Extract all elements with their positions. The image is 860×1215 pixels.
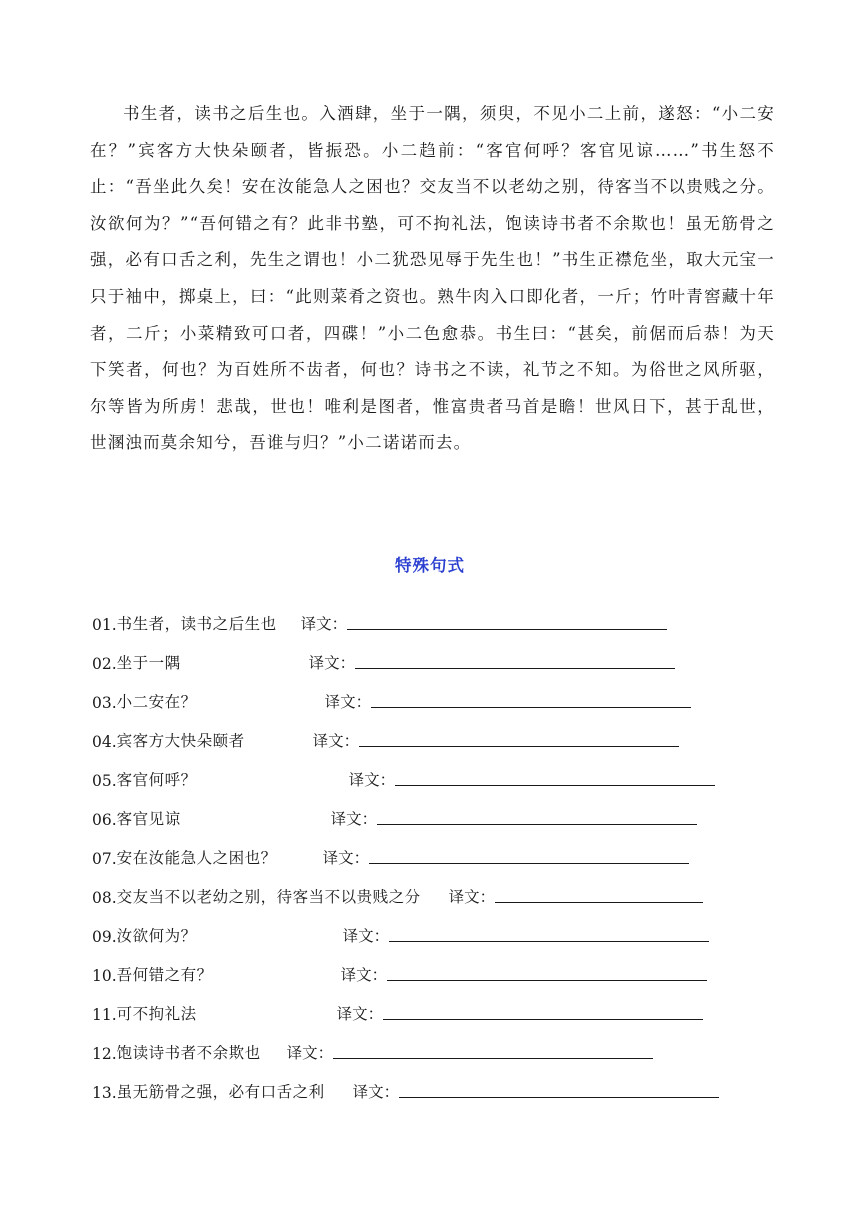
exercise-number: 10. xyxy=(92,967,117,985)
translation-label: 译文： xyxy=(300,615,348,633)
exercise-sentence: 交友当不以老幼之别，待客当不以贵贱之分 xyxy=(116,888,421,906)
exercise-item xyxy=(92,721,782,751)
translation-answer-line[interactable] xyxy=(377,804,697,825)
exercise-number: 08. xyxy=(92,889,117,907)
translation-label: 译文： xyxy=(336,1005,384,1023)
exercise-sentence: 饱读诗书者不余欺也 xyxy=(116,1044,261,1062)
translation-answer-line[interactable] xyxy=(389,921,709,942)
exercise-item xyxy=(92,604,782,634)
exercise-number: 03. xyxy=(92,694,117,712)
translation-label: 译文： xyxy=(352,1083,400,1101)
exercise-item xyxy=(92,682,782,712)
exercise-sentence: 客官何呼？ xyxy=(116,771,197,789)
translation-label: 译文： xyxy=(308,654,356,672)
translation-answer-line[interactable] xyxy=(383,999,703,1020)
exercise-sentence: 宾客方大快朵颐者 xyxy=(116,732,245,750)
translation-label: 译文： xyxy=(348,771,396,789)
translation-label: 译文： xyxy=(286,1044,334,1062)
exercise-number: 05. xyxy=(92,772,117,790)
translation-answer-line[interactable] xyxy=(333,1038,653,1059)
translation-answer-line[interactable] xyxy=(399,1077,719,1098)
exercise-sentence: 吾何错之有？ xyxy=(116,966,213,984)
exercise-item xyxy=(92,877,782,907)
section-heading: 特殊句式 xyxy=(395,556,465,575)
translation-answer-line[interactable] xyxy=(359,726,679,747)
translation-label: 译文： xyxy=(448,888,496,906)
exercise-sentence: 坐于一隅 xyxy=(116,654,181,672)
exercise-sentence: 可不拘礼法 xyxy=(116,1005,197,1023)
exercise-sentence: 客官见谅 xyxy=(116,810,181,828)
exercise-sentence: 书生者，读书之后生也 xyxy=(116,615,277,633)
translation-label: 译文： xyxy=(324,693,372,711)
exercise-sentence: 虽无筋骨之强，必有口舌之利 xyxy=(116,1083,325,1101)
translation-answer-line[interactable] xyxy=(371,687,691,708)
translation-answer-line[interactable] xyxy=(495,882,703,903)
exercise-number: 13. xyxy=(92,1084,117,1102)
exercise-item xyxy=(92,916,782,946)
exercise-item xyxy=(92,955,782,985)
exercise-number: 09. xyxy=(92,928,117,946)
translation-answer-line[interactable] xyxy=(355,648,675,669)
exercise-item xyxy=(92,994,782,1024)
translation-label: 译文： xyxy=(342,927,390,945)
translation-label: 译文： xyxy=(330,810,378,828)
exercise-item xyxy=(92,838,782,868)
translation-answer-line[interactable] xyxy=(347,609,667,630)
exercise-item xyxy=(92,1072,782,1102)
exercise-number: 01. xyxy=(92,616,117,634)
translation-label: 译文： xyxy=(322,849,370,867)
exercise-number: 04. xyxy=(92,733,117,751)
translation-answer-line[interactable] xyxy=(395,765,715,786)
exercise-item xyxy=(92,799,782,829)
translation-label: 译文： xyxy=(340,966,388,984)
exercise-number: 06. xyxy=(92,811,117,829)
exercise-number: 07. xyxy=(92,850,117,868)
exercise-item xyxy=(92,760,782,790)
exercise-sentence: 安在汝能急人之困也？ xyxy=(116,849,277,867)
exercise-item xyxy=(92,643,782,673)
exercise-number: 11. xyxy=(92,1006,117,1024)
exercise-number: 12. xyxy=(92,1045,117,1063)
passage-text: 书生者，读书之后生也。入酒肆，坐于一隅，须臾，不见小二上前，遂怒：“小二安在？”宾客方大快朵颐者，皆振恐。小二趋前：“客官何呼？客官见谅……”书生怒不止：“吾坐此久矣！安在汝能急人之困也？交友当不以老幼之别，待客当不以贵贱之分。汝欲何为？”“吾何错之有？此非书塾，可不拘礼法，饱读诗书者不余欺也！虽无筋骨之强，必有口舌之利，先生之谓也！小二犹恐见辱于先生也！”书生正襟危坐，取大元宝一只于袖中，掷桌上，曰：“此则菜肴之资也。熟牛肉入口即化者，一斤；竹叶青窖藏十年者，二斤；小菜精致可口者，四碟！”小二色愈恭。书生曰：“甚矣，前倨而后恭！为天下笑者，何也？为百姓所不齿者，何也？诗书之不读，礼节之不知。为俗世之风所驱，尔等皆为所虏！悲哉，世也！唯利是图者，惟富贵者马首是瞻！世风日下，甚于乱世，世溷浊而莫余知兮，吾谁与归？”小二诺诺而去。 xyxy=(90,104,775,453)
exercise-sentence: 小二安在？ xyxy=(116,693,197,711)
translation-answer-line[interactable] xyxy=(387,960,707,981)
exercise-item xyxy=(92,1033,782,1063)
exercise-sentence: 汝欲何为？ xyxy=(116,927,197,945)
translation-answer-line[interactable] xyxy=(369,843,689,864)
exercise-number: 02. xyxy=(92,655,117,673)
translation-label: 译文： xyxy=(312,732,360,750)
